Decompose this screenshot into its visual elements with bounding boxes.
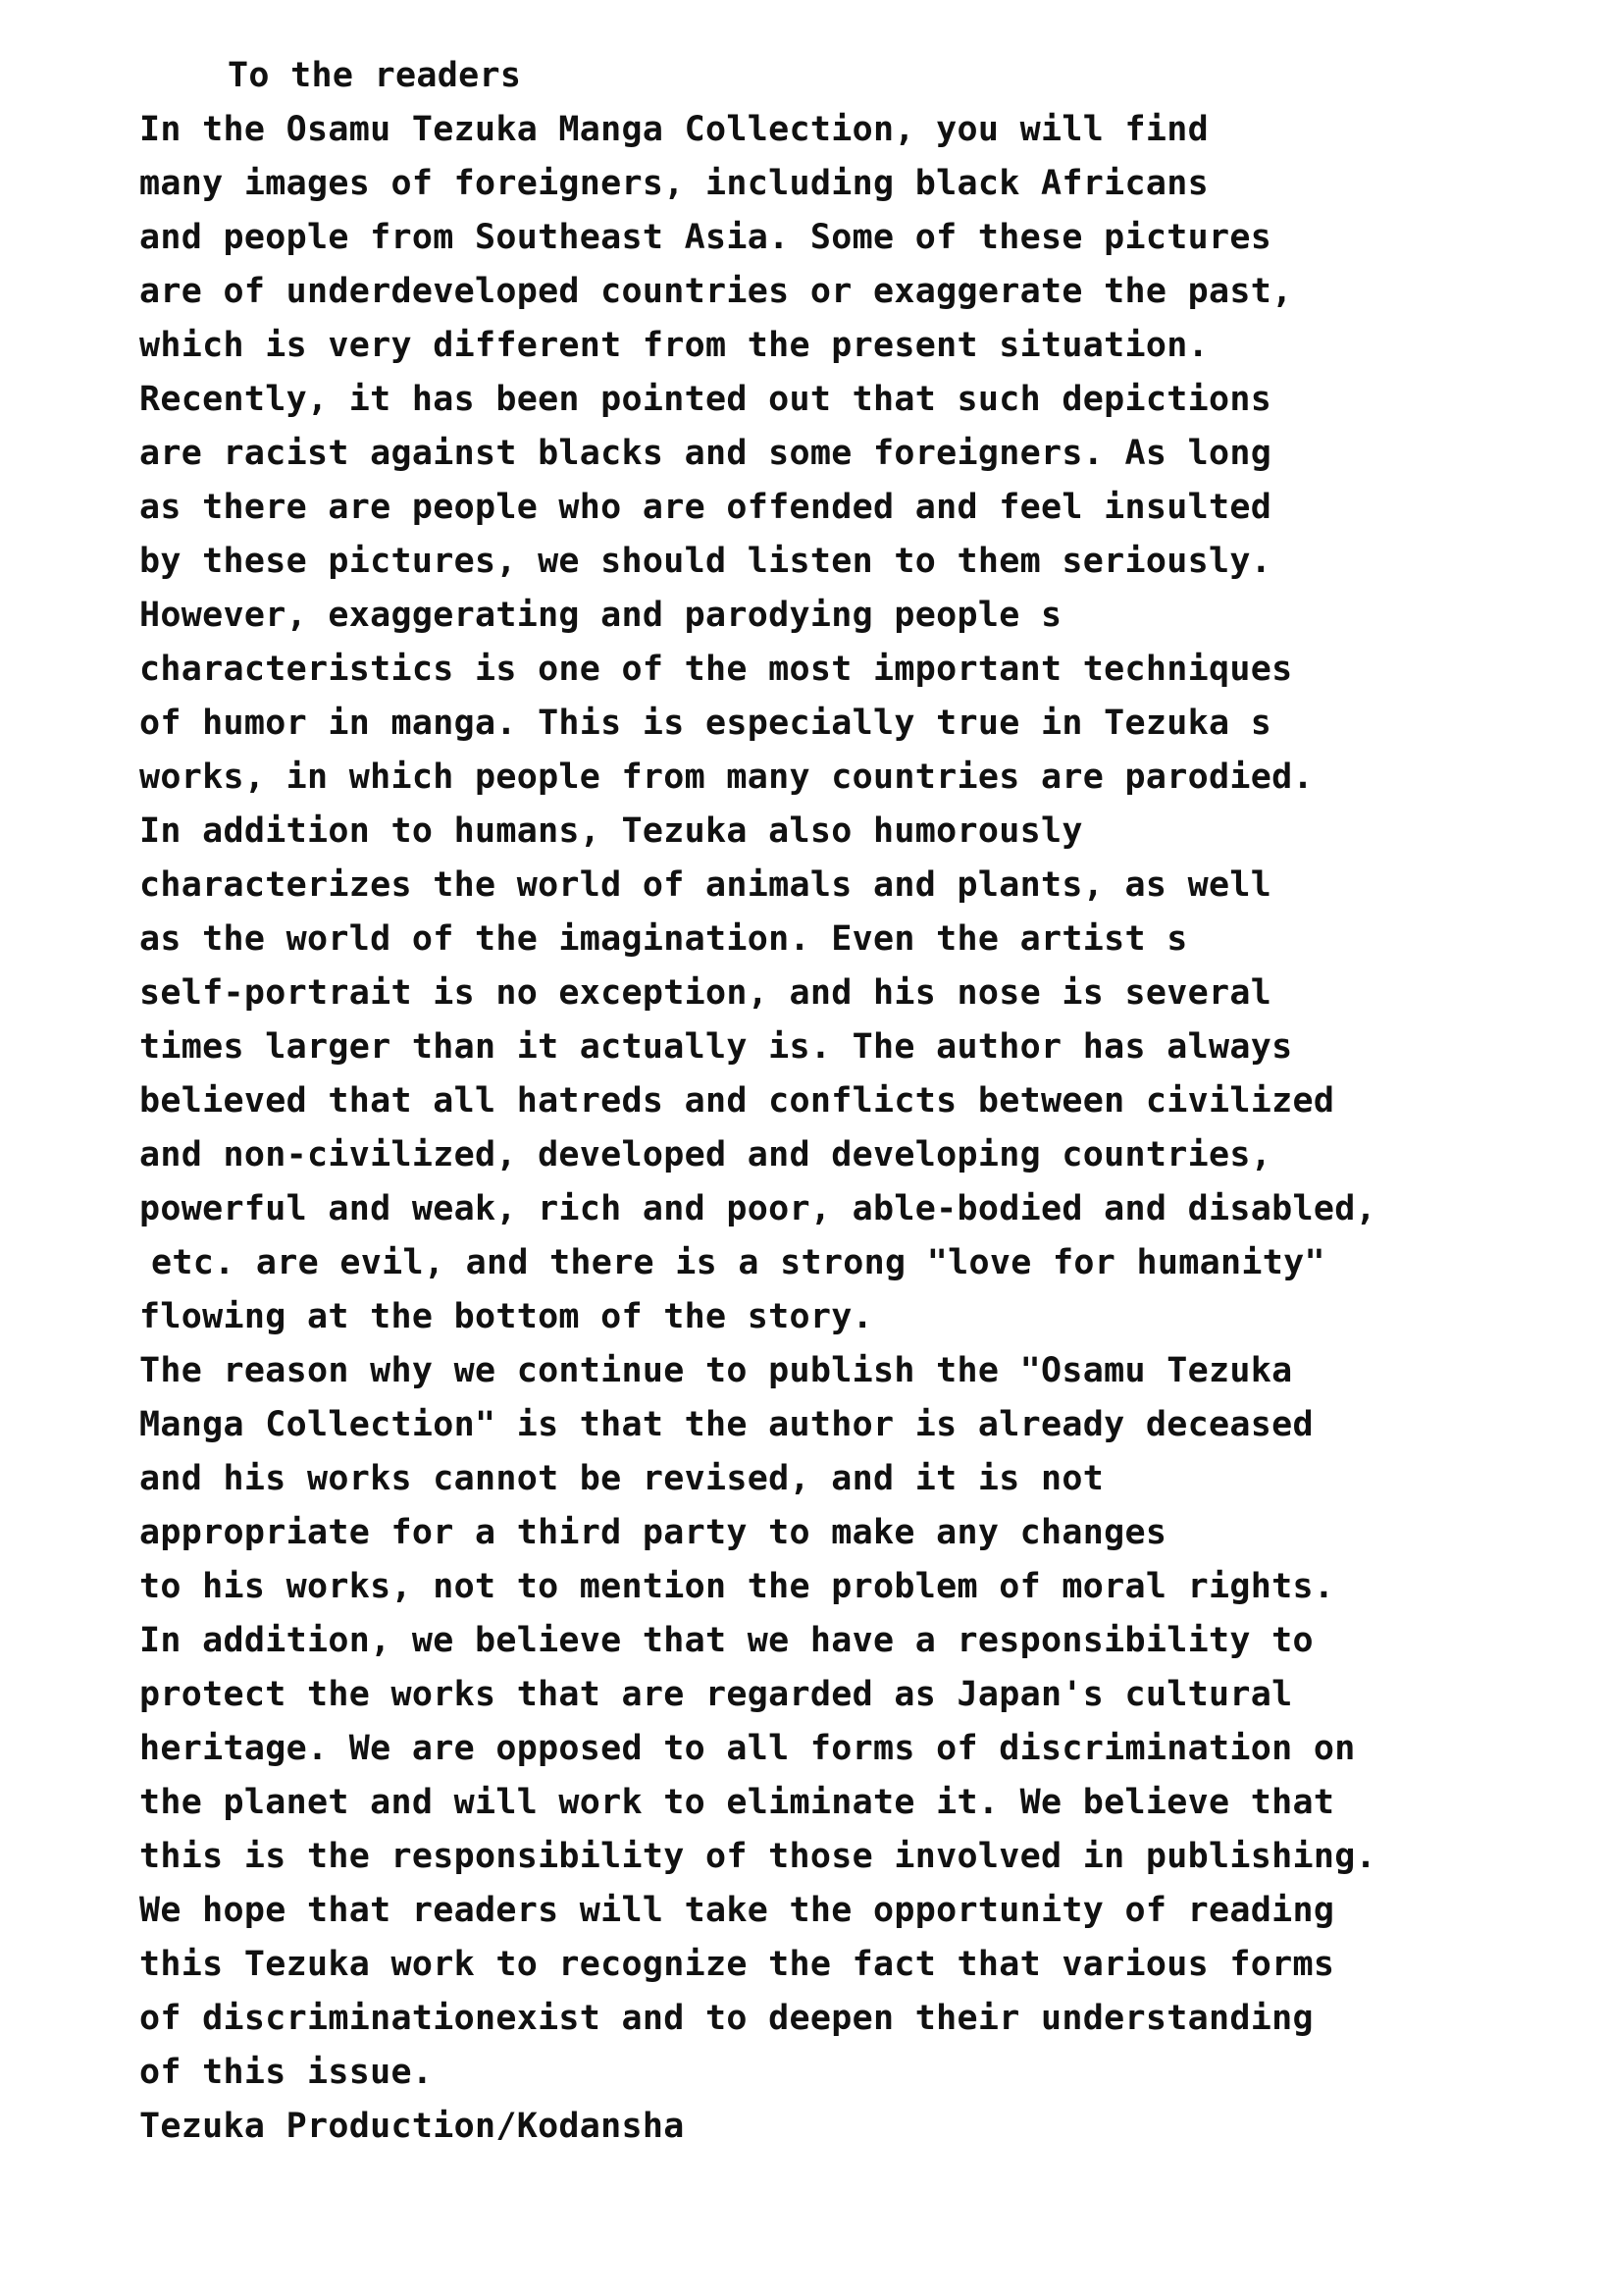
signature: Tezuka Production/Kodansha <box>139 2107 685 2146</box>
text-line: heritage. We are opposed to all forms of discrimination on <box>139 1729 1356 1768</box>
text-line: by these pictures, we should listen to them seriously. <box>139 542 1272 581</box>
text-line: Manga Collection" is that the author is already deceased <box>139 1405 1314 1444</box>
text-line: this Tezuka work to recognize the fact that various forms <box>139 1945 1335 1984</box>
text-line: believed that all hatreds and conflicts between civilized <box>139 1081 1335 1121</box>
text-line: as there are people who are offended and feel insulted <box>139 488 1272 527</box>
text-line: are racist against blacks and some foreigners. As long <box>139 434 1272 473</box>
text-line: as the world of the imagination. Even the artist s <box>139 919 1188 959</box>
text-line: etc. are evil, and there is a strong "love for humanity" <box>151 1243 1325 1282</box>
text-line: the planet and will work to eliminate it. We believe that <box>139 1783 1335 1822</box>
text-line: powerful and weak, rich and poor, able-bodied and disabled, <box>139 1189 1376 1228</box>
text-line: characterizes the world of animals and plants, as well <box>139 865 1272 905</box>
text-line: are of underdeveloped countries or exaggerate the past, <box>139 272 1293 311</box>
text-line: many images of foreigners, including black Africans <box>139 164 1209 203</box>
text-line: We hope that readers will take the opportunity of reading <box>139 1891 1335 1930</box>
text-line: However, exaggerating and parodying people s <box>139 596 1063 635</box>
text-line: of this issue. <box>139 2053 434 2092</box>
text-line: In addition, we believe that we have a responsibility to <box>139 1621 1314 1660</box>
text-line: this is the responsibility of those involved in publishing. <box>139 1837 1376 1876</box>
heading: To the readers <box>228 56 522 95</box>
text-line: protect the works that are regarded as Japan's cultural <box>139 1675 1293 1714</box>
text-line: of humor in manga. This is especially true in Tezuka s <box>139 704 1272 743</box>
text-line: appropriate for a third party to make any changes <box>139 1513 1167 1552</box>
text-line: works, in which people from many countries are parodied. <box>139 757 1314 797</box>
text-line: of discriminationexist and to deepen their understanding <box>139 1999 1314 2038</box>
text-line: Recently, it has been pointed out that such depictions <box>139 380 1272 419</box>
text-line: and his works cannot be revised, and it is not <box>139 1459 1105 1498</box>
text-line: In the Osamu Tezuka Manga Collection, you will find <box>139 110 1209 149</box>
text-line: which is very different from the present situation. <box>139 326 1209 365</box>
text-line: In addition to humans, Tezuka also humorously <box>139 811 1083 851</box>
text-line: characteristics is one of the most important techniques <box>139 650 1293 689</box>
text-line: to his works, not to mention the problem of moral rights. <box>139 1567 1335 1606</box>
text-line: self-portrait is no exception, and his nose is several <box>139 973 1272 1013</box>
text-line: times larger than it actually is. The author has always <box>139 1027 1293 1067</box>
notice-text <box>139 49 1572 2154</box>
text-line: and non-civilized, developed and developing countries, <box>139 1135 1272 1174</box>
text-line: flowing at the bottom of the story. <box>139 1297 874 1336</box>
text-line: The reason why we continue to publish the "Osamu Tezuka <box>139 1351 1293 1390</box>
text-line: and people from Southeast Asia. Some of these pictures <box>139 218 1272 257</box>
